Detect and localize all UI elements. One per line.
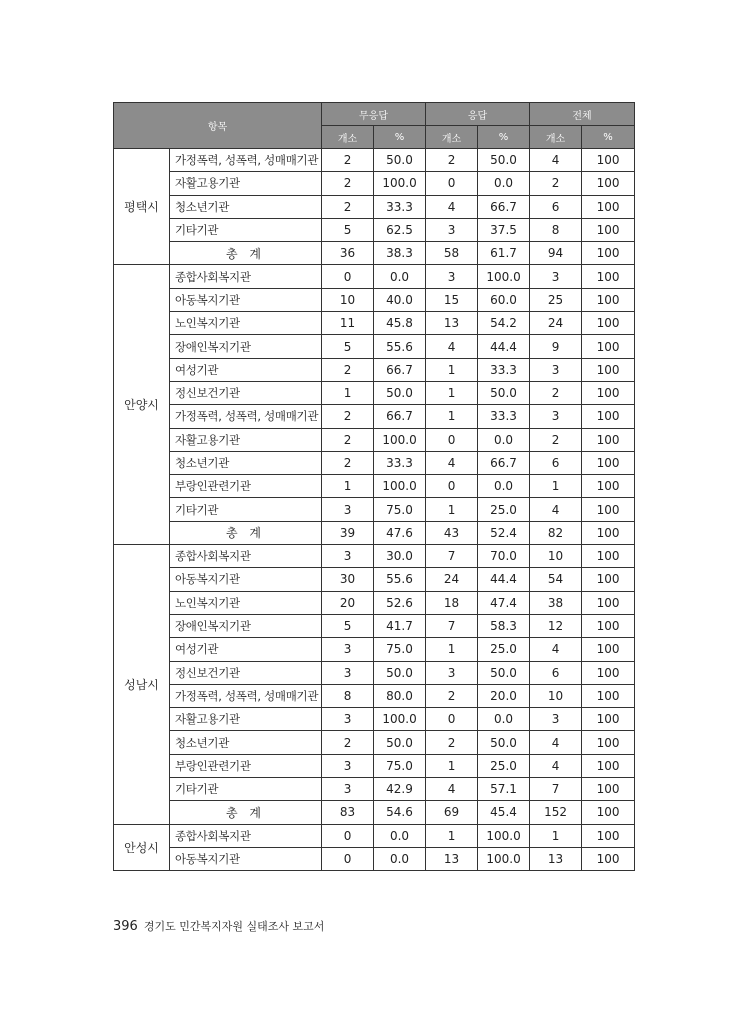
response-percent-cell: 100.0 bbox=[478, 824, 530, 847]
item-label-cell: 노인복지기관 bbox=[170, 312, 322, 335]
no-response-percent-cell: 33.3 bbox=[374, 451, 426, 474]
total-percent-cell: 100 bbox=[582, 381, 635, 404]
city-cell: 성남시 bbox=[114, 545, 170, 825]
total-count-cell: 6 bbox=[530, 195, 582, 218]
total-count-cell: 24 bbox=[530, 312, 582, 335]
response-count-cell: 18 bbox=[426, 591, 478, 614]
response-percent-cell: 70.0 bbox=[478, 545, 530, 568]
item-label-cell: 종합사회복지관 bbox=[170, 824, 322, 847]
no-response-percent-cell: 100.0 bbox=[374, 475, 426, 498]
response-count-cell: 1 bbox=[426, 824, 478, 847]
total-percent-cell: 100 bbox=[582, 801, 635, 824]
response-percent-cell: 57.1 bbox=[478, 778, 530, 801]
total-count-cell: 4 bbox=[530, 754, 582, 777]
no-response-count-cell: 3 bbox=[322, 708, 374, 731]
response-percent-cell: 50.0 bbox=[478, 731, 530, 754]
no-response-percent-cell: 52.6 bbox=[374, 591, 426, 614]
response-percent-cell: 50.0 bbox=[478, 381, 530, 404]
item-label-cell: 정신보건기관 bbox=[170, 661, 322, 684]
item-label-cell: 자활고용기관 bbox=[170, 428, 322, 451]
response-count-cell: 1 bbox=[426, 754, 478, 777]
no-response-percent-cell: 75.0 bbox=[374, 754, 426, 777]
total-percent-cell: 100 bbox=[582, 708, 635, 731]
no-response-count-cell: 5 bbox=[322, 218, 374, 241]
total-count-cell: 4 bbox=[530, 149, 582, 172]
total-count-cell: 4 bbox=[530, 638, 582, 661]
total-count-cell: 54 bbox=[530, 568, 582, 591]
response-percent-cell: 47.4 bbox=[478, 591, 530, 614]
table-body bbox=[114, 149, 635, 871]
city-cell: 안양시 bbox=[114, 265, 170, 545]
no-response-percent-cell: 0.0 bbox=[374, 265, 426, 288]
header-sub-percent: % bbox=[374, 126, 426, 149]
total-percent-cell: 100 bbox=[582, 358, 635, 381]
response-count-cell: 13 bbox=[426, 312, 478, 335]
table-row bbox=[114, 312, 635, 335]
table-row bbox=[114, 335, 635, 358]
response-percent-cell: 0.0 bbox=[478, 428, 530, 451]
response-count-cell: 3 bbox=[426, 661, 478, 684]
total-count-cell: 7 bbox=[530, 778, 582, 801]
total-count-cell: 2 bbox=[530, 172, 582, 195]
no-response-count-cell: 10 bbox=[322, 288, 374, 311]
no-response-percent-cell: 38.3 bbox=[374, 242, 426, 265]
total-count-cell: 9 bbox=[530, 335, 582, 358]
no-response-count-cell: 2 bbox=[322, 358, 374, 381]
table-row bbox=[114, 847, 635, 870]
no-response-percent-cell: 47.6 bbox=[374, 521, 426, 544]
total-percent-cell: 100 bbox=[582, 568, 635, 591]
response-count-cell: 7 bbox=[426, 545, 478, 568]
total-label-cell: 총 계 bbox=[170, 521, 322, 544]
no-response-percent-cell: 55.6 bbox=[374, 568, 426, 591]
table-row bbox=[114, 265, 635, 288]
no-response-percent-cell: 50.0 bbox=[374, 149, 426, 172]
total-percent-cell: 100 bbox=[582, 591, 635, 614]
response-count-cell: 4 bbox=[426, 335, 478, 358]
no-response-percent-cell: 42.9 bbox=[374, 778, 426, 801]
response-count-cell: 0 bbox=[426, 172, 478, 195]
no-response-count-cell: 3 bbox=[322, 498, 374, 521]
response-count-cell: 1 bbox=[426, 405, 478, 428]
table-row bbox=[114, 405, 635, 428]
total-count-cell: 82 bbox=[530, 521, 582, 544]
item-label-cell: 정신보건기관 bbox=[170, 381, 322, 404]
total-count-cell: 6 bbox=[530, 661, 582, 684]
no-response-percent-cell: 66.7 bbox=[374, 405, 426, 428]
table-header bbox=[114, 103, 635, 149]
no-response-count-cell: 3 bbox=[322, 638, 374, 661]
header-group-response: 응답 bbox=[426, 103, 530, 126]
response-percent-cell: 20.0 bbox=[478, 684, 530, 707]
item-label-cell: 장애인복지기관 bbox=[170, 335, 322, 358]
response-percent-cell: 52.4 bbox=[478, 521, 530, 544]
total-count-cell: 94 bbox=[530, 242, 582, 265]
table-row bbox=[114, 475, 635, 498]
item-label-cell: 부랑인관련기관 bbox=[170, 475, 322, 498]
response-percent-cell: 54.2 bbox=[478, 312, 530, 335]
table-row bbox=[114, 149, 635, 172]
no-response-count-cell: 39 bbox=[322, 521, 374, 544]
city-cell: 평택시 bbox=[114, 149, 170, 265]
response-percent-cell: 100.0 bbox=[478, 265, 530, 288]
response-count-cell: 69 bbox=[426, 801, 478, 824]
total-percent-cell: 100 bbox=[582, 195, 635, 218]
table-row bbox=[114, 778, 635, 801]
no-response-percent-cell: 100.0 bbox=[374, 428, 426, 451]
table-row bbox=[114, 568, 635, 591]
item-label-cell: 청소년기관 bbox=[170, 451, 322, 474]
no-response-count-cell: 3 bbox=[322, 545, 374, 568]
table-row bbox=[114, 288, 635, 311]
no-response-count-cell: 2 bbox=[322, 428, 374, 451]
item-label-cell: 장애인복지기관 bbox=[170, 614, 322, 637]
response-count-cell: 1 bbox=[426, 498, 478, 521]
total-percent-cell: 100 bbox=[582, 451, 635, 474]
total-percent-cell: 100 bbox=[582, 684, 635, 707]
table-row bbox=[114, 708, 635, 731]
total-percent-cell: 100 bbox=[582, 242, 635, 265]
no-response-percent-cell: 75.0 bbox=[374, 638, 426, 661]
no-response-percent-cell: 100.0 bbox=[374, 172, 426, 195]
total-count-cell: 10 bbox=[530, 545, 582, 568]
total-count-cell: 6 bbox=[530, 451, 582, 474]
table-row bbox=[114, 754, 635, 777]
response-count-cell: 2 bbox=[426, 731, 478, 754]
total-count-cell: 2 bbox=[530, 428, 582, 451]
response-count-cell: 24 bbox=[426, 568, 478, 591]
no-response-percent-cell: 55.6 bbox=[374, 335, 426, 358]
no-response-percent-cell: 40.0 bbox=[374, 288, 426, 311]
total-percent-cell: 100 bbox=[582, 149, 635, 172]
no-response-count-cell: 5 bbox=[322, 335, 374, 358]
no-response-count-cell: 11 bbox=[322, 312, 374, 335]
total-count-cell: 3 bbox=[530, 358, 582, 381]
total-percent-cell: 100 bbox=[582, 428, 635, 451]
no-response-percent-cell: 50.0 bbox=[374, 661, 426, 684]
response-count-cell: 7 bbox=[426, 614, 478, 637]
table-row bbox=[114, 684, 635, 707]
no-response-count-cell: 20 bbox=[322, 591, 374, 614]
item-label-cell: 가정폭력, 성폭력, 성매매기관 bbox=[170, 149, 322, 172]
no-response-percent-cell: 54.6 bbox=[374, 801, 426, 824]
item-label-cell: 기타기관 bbox=[170, 498, 322, 521]
total-label-cell: 총 계 bbox=[170, 801, 322, 824]
total-percent-cell: 100 bbox=[582, 265, 635, 288]
item-label-cell: 종합사회복지관 bbox=[170, 265, 322, 288]
total-count-cell: 25 bbox=[530, 288, 582, 311]
no-response-percent-cell: 62.5 bbox=[374, 218, 426, 241]
total-count-cell: 3 bbox=[530, 405, 582, 428]
total-percent-cell: 100 bbox=[582, 312, 635, 335]
table-row bbox=[114, 731, 635, 754]
table-row bbox=[114, 172, 635, 195]
no-response-percent-cell: 41.7 bbox=[374, 614, 426, 637]
response-percent-cell: 25.0 bbox=[478, 754, 530, 777]
header-sub-count: 개소 bbox=[322, 126, 374, 149]
no-response-percent-cell: 0.0 bbox=[374, 824, 426, 847]
table-row bbox=[114, 824, 635, 847]
table-row bbox=[114, 545, 635, 568]
response-count-cell: 43 bbox=[426, 521, 478, 544]
no-response-count-cell: 0 bbox=[322, 265, 374, 288]
no-response-percent-cell: 66.7 bbox=[374, 358, 426, 381]
item-label-cell: 아동복지기관 bbox=[170, 847, 322, 870]
total-percent-cell: 100 bbox=[582, 498, 635, 521]
total-percent-cell: 100 bbox=[582, 521, 635, 544]
response-percent-cell: 66.7 bbox=[478, 451, 530, 474]
total-percent-cell: 100 bbox=[582, 661, 635, 684]
response-count-cell: 4 bbox=[426, 195, 478, 218]
total-count-cell: 8 bbox=[530, 218, 582, 241]
response-percent-cell: 100.0 bbox=[478, 847, 530, 870]
no-response-count-cell: 0 bbox=[322, 847, 374, 870]
city-cell: 안성시 bbox=[114, 824, 170, 871]
no-response-count-cell: 30 bbox=[322, 568, 374, 591]
total-count-cell: 10 bbox=[530, 684, 582, 707]
response-count-cell: 1 bbox=[426, 358, 478, 381]
no-response-count-cell: 83 bbox=[322, 801, 374, 824]
no-response-count-cell: 2 bbox=[322, 195, 374, 218]
item-label-cell: 여성기관 bbox=[170, 638, 322, 661]
no-response-count-cell: 2 bbox=[322, 731, 374, 754]
page-number: 396 bbox=[113, 919, 138, 934]
table-row bbox=[114, 638, 635, 661]
total-percent-cell: 100 bbox=[582, 778, 635, 801]
no-response-count-cell: 1 bbox=[322, 475, 374, 498]
response-count-cell: 15 bbox=[426, 288, 478, 311]
item-label-cell: 노인복지기관 bbox=[170, 591, 322, 614]
no-response-percent-cell: 30.0 bbox=[374, 545, 426, 568]
total-percent-cell: 100 bbox=[582, 172, 635, 195]
response-count-cell: 3 bbox=[426, 218, 478, 241]
item-label-cell: 가정폭력, 성폭력, 성매매기관 bbox=[170, 405, 322, 428]
total-percent-cell: 100 bbox=[582, 545, 635, 568]
table-row bbox=[114, 591, 635, 614]
no-response-count-cell: 0 bbox=[322, 824, 374, 847]
response-percent-cell: 44.4 bbox=[478, 335, 530, 358]
response-percent-cell: 0.0 bbox=[478, 475, 530, 498]
table-row bbox=[114, 428, 635, 451]
no-response-count-cell: 8 bbox=[322, 684, 374, 707]
item-label-cell: 자활고용기관 bbox=[170, 172, 322, 195]
table-row bbox=[114, 195, 635, 218]
item-label-cell: 여성기관 bbox=[170, 358, 322, 381]
table-row bbox=[114, 661, 635, 684]
response-count-cell: 1 bbox=[426, 381, 478, 404]
header-sub-percent: % bbox=[582, 126, 635, 149]
total-percent-cell: 100 bbox=[582, 847, 635, 870]
response-count-cell: 4 bbox=[426, 778, 478, 801]
header-sub-count: 개소 bbox=[426, 126, 478, 149]
no-response-percent-cell: 100.0 bbox=[374, 708, 426, 731]
total-count-cell: 2 bbox=[530, 381, 582, 404]
response-percent-cell: 0.0 bbox=[478, 708, 530, 731]
item-label-cell: 부랑인관련기관 bbox=[170, 754, 322, 777]
response-percent-cell: 33.3 bbox=[478, 405, 530, 428]
table-row bbox=[114, 498, 635, 521]
table-row bbox=[114, 358, 635, 381]
total-percent-cell: 100 bbox=[582, 614, 635, 637]
report-title: 경기도 민간복지자원 실태조사 보고서 bbox=[143, 920, 325, 933]
total-count-cell: 12 bbox=[530, 614, 582, 637]
no-response-percent-cell: 75.0 bbox=[374, 498, 426, 521]
no-response-count-cell: 5 bbox=[322, 614, 374, 637]
no-response-percent-cell: 0.0 bbox=[374, 847, 426, 870]
no-response-percent-cell: 80.0 bbox=[374, 684, 426, 707]
table-row bbox=[114, 614, 635, 637]
item-label-cell: 기타기관 bbox=[170, 218, 322, 241]
total-count-cell: 38 bbox=[530, 591, 582, 614]
no-response-count-cell: 2 bbox=[322, 149, 374, 172]
header-sub-percent: % bbox=[478, 126, 530, 149]
response-percent-cell: 0.0 bbox=[478, 172, 530, 195]
item-label-cell: 자활고용기관 bbox=[170, 708, 322, 731]
item-label-cell: 아동복지기관 bbox=[170, 568, 322, 591]
total-count-cell: 4 bbox=[530, 498, 582, 521]
response-count-cell: 13 bbox=[426, 847, 478, 870]
no-response-percent-cell: 50.0 bbox=[374, 381, 426, 404]
total-label-cell: 총 계 bbox=[170, 242, 322, 265]
no-response-count-cell: 36 bbox=[322, 242, 374, 265]
item-label-cell: 청소년기관 bbox=[170, 731, 322, 754]
item-label-cell: 가정폭력, 성폭력, 성매매기관 bbox=[170, 684, 322, 707]
total-percent-cell: 100 bbox=[582, 824, 635, 847]
table-row bbox=[114, 801, 635, 824]
response-percent-cell: 50.0 bbox=[478, 149, 530, 172]
response-count-cell: 0 bbox=[426, 475, 478, 498]
total-percent-cell: 100 bbox=[582, 335, 635, 358]
response-percent-cell: 25.0 bbox=[478, 498, 530, 521]
header-sub-count: 개소 bbox=[530, 126, 582, 149]
response-count-cell: 2 bbox=[426, 684, 478, 707]
response-percent-cell: 60.0 bbox=[478, 288, 530, 311]
response-percent-cell: 61.7 bbox=[478, 242, 530, 265]
page-footer bbox=[113, 918, 324, 934]
item-label-cell: 청소년기관 bbox=[170, 195, 322, 218]
response-count-cell: 0 bbox=[426, 708, 478, 731]
no-response-count-cell: 3 bbox=[322, 661, 374, 684]
no-response-count-cell: 2 bbox=[322, 451, 374, 474]
total-count-cell: 1 bbox=[530, 824, 582, 847]
item-label-cell: 기타기관 bbox=[170, 778, 322, 801]
total-percent-cell: 100 bbox=[582, 405, 635, 428]
response-percent-cell: 45.4 bbox=[478, 801, 530, 824]
statistics-table bbox=[113, 102, 635, 871]
response-count-cell: 1 bbox=[426, 638, 478, 661]
response-count-cell: 0 bbox=[426, 428, 478, 451]
table-row bbox=[114, 218, 635, 241]
item-label-cell: 아동복지기관 bbox=[170, 288, 322, 311]
table-row bbox=[114, 381, 635, 404]
response-count-cell: 2 bbox=[426, 149, 478, 172]
response-percent-cell: 37.5 bbox=[478, 218, 530, 241]
total-count-cell: 1 bbox=[530, 475, 582, 498]
response-count-cell: 4 bbox=[426, 451, 478, 474]
response-percent-cell: 66.7 bbox=[478, 195, 530, 218]
total-count-cell: 13 bbox=[530, 847, 582, 870]
no-response-count-cell: 2 bbox=[322, 172, 374, 195]
no-response-percent-cell: 50.0 bbox=[374, 731, 426, 754]
table-row bbox=[114, 451, 635, 474]
no-response-count-cell: 2 bbox=[322, 405, 374, 428]
total-count-cell: 4 bbox=[530, 731, 582, 754]
response-count-cell: 58 bbox=[426, 242, 478, 265]
total-count-cell: 3 bbox=[530, 265, 582, 288]
response-percent-cell: 44.4 bbox=[478, 568, 530, 591]
no-response-percent-cell: 33.3 bbox=[374, 195, 426, 218]
response-percent-cell: 50.0 bbox=[478, 661, 530, 684]
header-group-total: 전체 bbox=[530, 103, 635, 126]
total-percent-cell: 100 bbox=[582, 218, 635, 241]
response-percent-cell: 33.3 bbox=[478, 358, 530, 381]
header-item: 항목 bbox=[114, 103, 322, 149]
table-row bbox=[114, 521, 635, 544]
item-label-cell: 종합사회복지관 bbox=[170, 545, 322, 568]
total-count-cell: 152 bbox=[530, 801, 582, 824]
no-response-count-cell: 1 bbox=[322, 381, 374, 404]
no-response-percent-cell: 45.8 bbox=[374, 312, 426, 335]
total-percent-cell: 100 bbox=[582, 288, 635, 311]
header-group-no-response: 무응답 bbox=[322, 103, 426, 126]
response-count-cell: 3 bbox=[426, 265, 478, 288]
total-count-cell: 3 bbox=[530, 708, 582, 731]
table-row bbox=[114, 242, 635, 265]
total-percent-cell: 100 bbox=[582, 731, 635, 754]
total-percent-cell: 100 bbox=[582, 754, 635, 777]
response-percent-cell: 58.3 bbox=[478, 614, 530, 637]
no-response-count-cell: 3 bbox=[322, 754, 374, 777]
total-percent-cell: 100 bbox=[582, 475, 635, 498]
response-percent-cell: 25.0 bbox=[478, 638, 530, 661]
total-percent-cell: 100 bbox=[582, 638, 635, 661]
no-response-count-cell: 3 bbox=[322, 778, 374, 801]
